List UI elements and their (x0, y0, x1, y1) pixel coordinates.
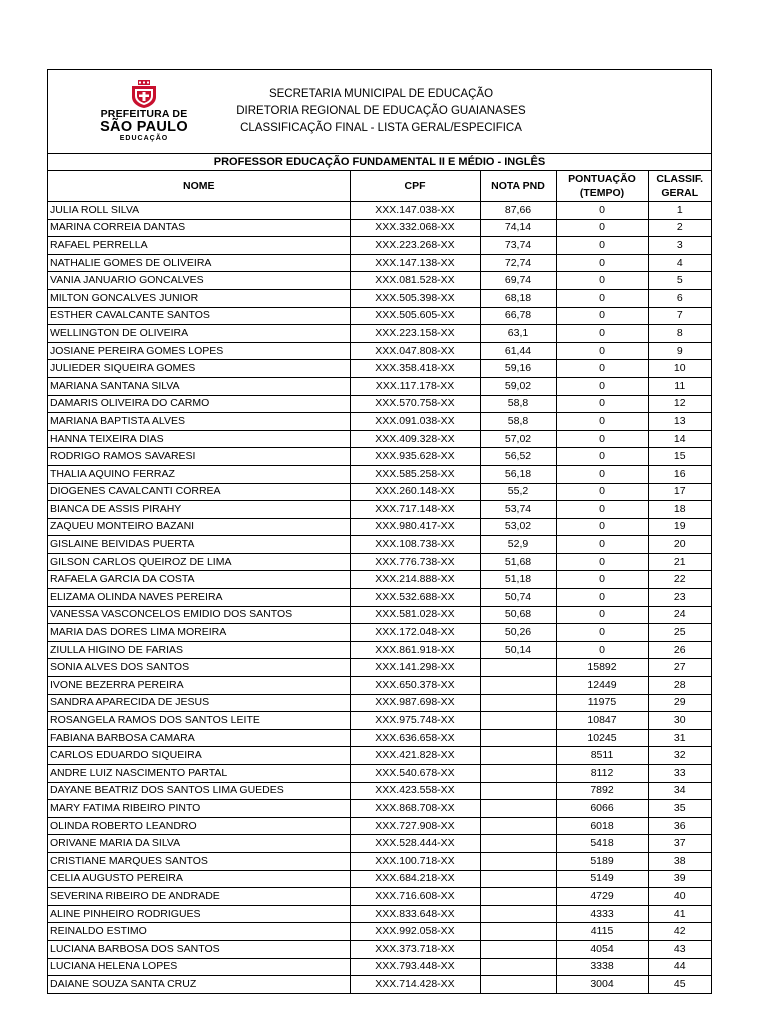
cell-cpf: XXX.100.718-XX (350, 852, 480, 870)
cell-cpf: XXX.532.688-XX (350, 589, 480, 607)
header-diretoria: DIRETORIA REGIONAL DE EDUCAÇÃO GUAIANASES (236, 105, 526, 117)
cell-classif: 40 (648, 888, 711, 906)
header-secretaria: SECRETARIA MUNICIPAL DE EDUCAÇÃO (268, 88, 494, 100)
table-body (48, 202, 711, 993)
cell-classif: 5 (648, 272, 711, 290)
cell-nota: 55,2 (480, 483, 556, 501)
cell-nota (480, 712, 556, 730)
cell-pontuacao: 15892 (556, 659, 648, 677)
cell-nome: DAMARIS OLIVEIRA DO CARMO (48, 395, 350, 413)
table-row (48, 377, 711, 395)
cell-pontuacao: 0 (556, 377, 648, 395)
cell-classif: 23 (648, 589, 711, 607)
cell-cpf: XXX.214.888-XX (350, 571, 480, 589)
cell-nome: IVONE BEZERRA PEREIRA (48, 677, 350, 695)
cell-cpf: XXX.793.448-XX (350, 958, 480, 976)
cell-classif: 15 (648, 448, 711, 466)
logo-line-sao-paulo: SÃO PAULO (100, 119, 188, 135)
cell-nome: VANIA JANUARIO GONCALVES (48, 272, 350, 290)
table-row (48, 518, 711, 536)
cell-nome: LUCIANA BARBOSA DOS SANTOS (48, 940, 350, 958)
column-header-pontuacao-line1: PONTUAÇÃO (568, 173, 636, 185)
cell-pontuacao: 0 (556, 518, 648, 536)
cell-cpf: XXX.260.148-XX (350, 483, 480, 501)
cell-cpf: XXX.833.648-XX (350, 905, 480, 923)
cell-cpf: XXX.650.378-XX (350, 677, 480, 695)
cell-nome: ZAQUEU MONTEIRO BAZANI (48, 518, 350, 536)
cell-pontuacao: 0 (556, 254, 648, 272)
table-row (48, 606, 711, 624)
cell-nota (480, 870, 556, 888)
cell-cpf: XXX.987.698-XX (350, 694, 480, 712)
cell-classif: 31 (648, 729, 711, 747)
cell-classif: 6 (648, 289, 711, 307)
table-row (48, 553, 711, 571)
cell-cpf: XXX.581.028-XX (350, 606, 480, 624)
cell-nota: 59,02 (480, 377, 556, 395)
column-header-classif (648, 171, 711, 202)
cell-nome: ROSANGELA RAMOS DOS SANTOS LEITE (48, 712, 350, 730)
cell-classif: 20 (648, 536, 711, 554)
cell-nome: MARIANA BAPTISTA ALVES (48, 413, 350, 431)
table-row (48, 536, 711, 554)
cell-nome: JULIEDER SIQUEIRA GOMES (48, 360, 350, 378)
cell-classif: 16 (648, 465, 711, 483)
cell-classif: 14 (648, 430, 711, 448)
table-row (48, 342, 711, 360)
cell-nota (480, 694, 556, 712)
table-row (48, 307, 711, 325)
cell-nome: FABIANA BARBOSA CAMARA (48, 729, 350, 747)
table-row (48, 747, 711, 765)
cell-nome: MARINA CORREIA DANTAS (48, 219, 350, 237)
document-header (48, 70, 711, 154)
cell-classif: 36 (648, 817, 711, 835)
table-row (48, 413, 711, 431)
cell-pontuacao: 0 (556, 571, 648, 589)
cell-cpf: XXX.047.808-XX (350, 342, 480, 360)
cell-nota: 50,14 (480, 641, 556, 659)
table-row (48, 254, 711, 272)
table-row (48, 430, 711, 448)
cell-classif: 10 (648, 360, 711, 378)
table-row (48, 765, 711, 783)
cell-nota: 51,18 (480, 571, 556, 589)
cell-nome: MARIA DAS DORES LIMA MOREIRA (48, 624, 350, 642)
column-header-pontuacao-line2: (TEMPO) (579, 187, 625, 199)
cell-nome: GILSON CARLOS QUEIROZ DE LIMA (48, 553, 350, 571)
cell-pontuacao: 0 (556, 553, 648, 571)
cell-classif: 19 (648, 518, 711, 536)
cell-cpf: XXX.505.605-XX (350, 307, 480, 325)
cell-nome: RAFAELA GARCIA DA COSTA (48, 571, 350, 589)
column-header-classif-line1: CLASSIF. (656, 173, 704, 185)
table-row (48, 589, 711, 607)
cell-pontuacao: 6066 (556, 800, 648, 818)
cell-pontuacao: 0 (556, 237, 648, 255)
table-row (48, 870, 711, 888)
cell-nome: GISLAINE BEIVIDAS PUERTA (48, 536, 350, 554)
cell-nome: DIOGENES CAVALCANTI CORREA (48, 483, 350, 501)
cell-cpf: XXX.358.418-XX (350, 360, 480, 378)
cell-cpf: XXX.141.298-XX (350, 659, 480, 677)
cell-nome: SONIA ALVES DOS SANTOS (48, 659, 350, 677)
cell-pontuacao: 5149 (556, 870, 648, 888)
cell-pontuacao: 10245 (556, 729, 648, 747)
cell-classif: 9 (648, 342, 711, 360)
cell-pontuacao: 11975 (556, 694, 648, 712)
cell-pontuacao: 0 (556, 202, 648, 220)
table-row (48, 923, 711, 941)
cell-pontuacao: 0 (556, 641, 648, 659)
cell-nota (480, 677, 556, 695)
cell-classif: 29 (648, 694, 711, 712)
cell-nota: 50,74 (480, 589, 556, 607)
column-header-nome: NOME (48, 171, 350, 202)
cell-nota: 58,8 (480, 395, 556, 413)
cell-nota: 51,68 (480, 553, 556, 571)
cell-pontuacao: 4333 (556, 905, 648, 923)
cell-cpf: XXX.975.748-XX (350, 712, 480, 730)
cell-cpf: XXX.172.048-XX (350, 624, 480, 642)
table-row (48, 782, 711, 800)
cell-cpf: XXX.223.268-XX (350, 237, 480, 255)
cell-nome: MARIANA SANTANA SILVA (48, 377, 350, 395)
cell-nota (480, 940, 556, 958)
cell-cpf: XXX.147.038-XX (350, 202, 480, 220)
table-row (48, 976, 711, 993)
cell-nota: 69,74 (480, 272, 556, 290)
cell-pontuacao: 8511 (556, 747, 648, 765)
cell-classif: 21 (648, 553, 711, 571)
cell-nome: REINALDO ESTIMO (48, 923, 350, 941)
cell-cpf: XXX.570.758-XX (350, 395, 480, 413)
header-classificacao: CLASSIFICAÇÃO FINAL - LISTA GERAL/ESPECIFICA (240, 122, 522, 134)
cell-cpf: XXX.528.444-XX (350, 835, 480, 853)
cell-pontuacao: 0 (556, 360, 648, 378)
cell-classif: 18 (648, 501, 711, 519)
cell-nota: 72,74 (480, 254, 556, 272)
table-row (48, 289, 711, 307)
table-row (48, 940, 711, 958)
cell-nota (480, 835, 556, 853)
cell-nome: DAIANE SOUZA SANTA CRUZ (48, 976, 350, 993)
cell-cpf: XXX.108.738-XX (350, 536, 480, 554)
cell-nome: CRISTIANE MARQUES SANTOS (48, 852, 350, 870)
cell-nota: 68,18 (480, 289, 556, 307)
cell-cpf: XXX.147.138-XX (350, 254, 480, 272)
cell-classif: 11 (648, 377, 711, 395)
cell-nome: ALINE PINHEIRO RODRIGUES (48, 905, 350, 923)
classification-sheet (47, 69, 712, 994)
cell-pontuacao: 0 (556, 342, 648, 360)
cell-nome: NATHALIE GOMES DE OLIVEIRA (48, 254, 350, 272)
cell-nota: 53,02 (480, 518, 556, 536)
table-row (48, 958, 711, 976)
column-header-nota: NOTA PND (480, 171, 556, 202)
cell-classif: 25 (648, 624, 711, 642)
table-row (48, 448, 711, 466)
table-row (48, 817, 711, 835)
column-header-classif-line2: GERAL (661, 187, 699, 199)
cell-cpf: XXX.716.608-XX (350, 888, 480, 906)
cell-classif: 42 (648, 923, 711, 941)
cell-nome: OLINDA ROBERTO LEANDRO (48, 817, 350, 835)
cell-pontuacao: 4054 (556, 940, 648, 958)
cell-pontuacao: 0 (556, 465, 648, 483)
table-row (48, 641, 711, 659)
table-row (48, 395, 711, 413)
cell-pontuacao: 8112 (556, 765, 648, 783)
table-row (48, 712, 711, 730)
cell-classif: 34 (648, 782, 711, 800)
cell-nota: 61,44 (480, 342, 556, 360)
cell-classif: 8 (648, 325, 711, 343)
cell-cpf: XXX.091.038-XX (350, 413, 480, 431)
cell-nome: MARY FATIMA RIBEIRO PINTO (48, 800, 350, 818)
cell-nome: LUCIANA HELENA LOPES (48, 958, 350, 976)
table-row (48, 852, 711, 870)
table-row (48, 905, 711, 923)
cell-nota: 87,66 (480, 202, 556, 220)
cell-nome: JULIA ROLL SILVA (48, 202, 350, 220)
cell-pontuacao: 5189 (556, 852, 648, 870)
cell-nota: 53,74 (480, 501, 556, 519)
cell-nome: ESTHER CAVALCANTE SANTOS (48, 307, 350, 325)
cell-classif: 4 (648, 254, 711, 272)
cell-classif: 26 (648, 641, 711, 659)
cell-nome: SANDRA APARECIDA DE JESUS (48, 694, 350, 712)
cell-classif: 1 (648, 202, 711, 220)
cell-pontuacao: 0 (556, 307, 648, 325)
cell-cpf: XXX.980.417-XX (350, 518, 480, 536)
cell-pontuacao: 0 (556, 272, 648, 290)
cell-cpf: XXX.409.328-XX (350, 430, 480, 448)
cell-pontuacao: 0 (556, 430, 648, 448)
cell-nome: RODRIGO RAMOS SAVARESI (48, 448, 350, 466)
cell-pontuacao: 4115 (556, 923, 648, 941)
cell-nome: ELIZAMA OLINDA NAVES PEREIRA (48, 589, 350, 607)
cell-classif: 28 (648, 677, 711, 695)
cell-pontuacao: 0 (556, 413, 648, 431)
table-row (48, 659, 711, 677)
cell-pontuacao: 3004 (556, 976, 648, 993)
cell-pontuacao: 10847 (556, 712, 648, 730)
table-row (48, 888, 711, 906)
cell-pontuacao: 7892 (556, 782, 648, 800)
cell-nota: 52,9 (480, 536, 556, 554)
cell-nome: ANDRE LUIZ NASCIMENTO PARTAL (48, 765, 350, 783)
cell-classif: 13 (648, 413, 711, 431)
cell-nota: 50,68 (480, 606, 556, 624)
cell-pontuacao: 5418 (556, 835, 648, 853)
cell-cpf: XXX.332.068-XX (350, 219, 480, 237)
cell-cpf: XXX.684.218-XX (350, 870, 480, 888)
cell-nome: SEVERINA RIBEIRO DE ANDRADE (48, 888, 350, 906)
cell-cpf: XXX.868.708-XX (350, 800, 480, 818)
cell-pontuacao: 0 (556, 448, 648, 466)
cell-nota: 56,52 (480, 448, 556, 466)
logo-line-prefeitura: PREFEITURA DE (100, 108, 188, 120)
cell-pontuacao: 0 (556, 395, 648, 413)
table-row (48, 325, 711, 343)
cell-classif: 35 (648, 800, 711, 818)
table-row (48, 202, 711, 220)
table-row (48, 465, 711, 483)
cell-nota (480, 800, 556, 818)
table-row (48, 835, 711, 853)
cell-nota (480, 817, 556, 835)
cell-pontuacao: 0 (556, 325, 648, 343)
table-row (48, 219, 711, 237)
cell-nota: 73,74 (480, 237, 556, 255)
cell-pontuacao: 12449 (556, 677, 648, 695)
header-text (228, 86, 534, 137)
table-row (48, 624, 711, 642)
cell-classif: 17 (648, 483, 711, 501)
cell-nome: MILTON GONCALVES JUNIOR (48, 289, 350, 307)
cell-classif: 24 (648, 606, 711, 624)
cell-cpf: XXX.636.658-XX (350, 729, 480, 747)
table-row (48, 800, 711, 818)
cell-classif: 30 (648, 712, 711, 730)
cell-pontuacao: 0 (556, 536, 648, 554)
cell-nota (480, 905, 556, 923)
table-row (48, 272, 711, 290)
cell-nota: 56,18 (480, 465, 556, 483)
cell-classif: 41 (648, 905, 711, 923)
cell-pontuacao: 0 (556, 219, 648, 237)
cell-classif: 44 (648, 958, 711, 976)
cell-nota: 59,16 (480, 360, 556, 378)
cell-classif: 37 (648, 835, 711, 853)
cell-nome: ORIVANE MARIA DA SILVA (48, 835, 350, 853)
cell-cpf: XXX.081.528-XX (350, 272, 480, 290)
page-title: PROFESSOR EDUCAÇÃO FUNDAMENTAL II E MÉDIO - INGLÊS (48, 154, 711, 171)
cell-nome: WELLINGTON DE OLIVEIRA (48, 325, 350, 343)
cell-nome: ZIULLA HIGINO DE FARIAS (48, 641, 350, 659)
cell-nome: RAFAEL PERRELLA (48, 237, 350, 255)
cell-nota: 66,78 (480, 307, 556, 325)
cell-classif: 22 (648, 571, 711, 589)
cell-nome: JOSIANE PEREIRA GOMES LOPES (48, 342, 350, 360)
cell-cpf: XXX.373.718-XX (350, 940, 480, 958)
cell-pontuacao: 0 (556, 501, 648, 519)
cell-nota (480, 923, 556, 941)
cell-nota (480, 888, 556, 906)
cell-nota (480, 976, 556, 993)
cell-pontuacao: 0 (556, 483, 648, 501)
cell-classif: 2 (648, 219, 711, 237)
cell-pontuacao: 0 (556, 289, 648, 307)
cell-nome: DAYANE BEATRIZ DOS SANTOS LIMA GUEDES (48, 782, 350, 800)
table-row (48, 483, 711, 501)
table-header-row (48, 171, 711, 202)
cell-cpf: XXX.223.158-XX (350, 325, 480, 343)
cell-nota: 50,26 (480, 624, 556, 642)
cell-nome: CELIA AUGUSTO PEREIRA (48, 870, 350, 888)
cell-classif: 3 (648, 237, 711, 255)
cell-nota: 58,8 (480, 413, 556, 431)
cell-nota (480, 852, 556, 870)
cell-nome: BIANCA DE ASSIS PIRAHY (48, 501, 350, 519)
cell-cpf: XXX.117.178-XX (350, 377, 480, 395)
table-row (48, 729, 711, 747)
cell-classif: 7 (648, 307, 711, 325)
cell-cpf: XXX.727.908-XX (350, 817, 480, 835)
cell-cpf: XXX.585.258-XX (350, 465, 480, 483)
table-row (48, 677, 711, 695)
cell-nome: CARLOS EDUARDO SIQUEIRA (48, 747, 350, 765)
logo-line-educacao: EDUCAÇÃO (119, 135, 169, 142)
cell-cpf: XXX.505.398-XX (350, 289, 480, 307)
table-row (48, 237, 711, 255)
cell-nota (480, 765, 556, 783)
cell-nome: VANESSA VASCONCELOS EMIDIO DOS SANTOS (48, 606, 350, 624)
sao-paulo-coat-of-arms-icon (131, 80, 157, 108)
cell-cpf: XXX.717.148-XX (350, 501, 480, 519)
cell-classif: 39 (648, 870, 711, 888)
cell-nota (480, 659, 556, 677)
cell-pontuacao: 0 (556, 606, 648, 624)
table-row (48, 360, 711, 378)
cell-pontuacao: 6018 (556, 817, 648, 835)
cell-cpf: XXX.423.558-XX (350, 782, 480, 800)
cell-classif: 38 (648, 852, 711, 870)
table-row (48, 571, 711, 589)
cell-nota: 74,14 (480, 219, 556, 237)
cell-cpf: XXX.776.738-XX (350, 553, 480, 571)
table-row (48, 694, 711, 712)
prefeitura-logo (84, 80, 204, 150)
cell-classif: 12 (648, 395, 711, 413)
cell-cpf: XXX.861.918-XX (350, 641, 480, 659)
column-header-cpf: CPF (350, 171, 480, 202)
cell-cpf: XXX.540.678-XX (350, 765, 480, 783)
cell-cpf: XXX.421.828-XX (350, 747, 480, 765)
cell-nome: THALIA AQUINO FERRAZ (48, 465, 350, 483)
cell-classif: 43 (648, 940, 711, 958)
cell-cpf: XXX.992.058-XX (350, 923, 480, 941)
cell-cpf: XXX.714.428-XX (350, 976, 480, 993)
cell-nota: 63,1 (480, 325, 556, 343)
cell-classif: 32 (648, 747, 711, 765)
classification-table (48, 171, 711, 993)
cell-nota (480, 729, 556, 747)
cell-nome: HANNA TEIXEIRA DIAS (48, 430, 350, 448)
cell-nota: 57,02 (480, 430, 556, 448)
cell-pontuacao: 0 (556, 589, 648, 607)
cell-pontuacao: 4729 (556, 888, 648, 906)
table-row (48, 501, 711, 519)
cell-pontuacao: 3338 (556, 958, 648, 976)
cell-cpf: XXX.935.628-XX (350, 448, 480, 466)
cell-classif: 45 (648, 976, 711, 993)
column-header-pontuacao (556, 171, 648, 202)
cell-classif: 33 (648, 765, 711, 783)
cell-nota (480, 782, 556, 800)
cell-pontuacao: 0 (556, 624, 648, 642)
cell-classif: 27 (648, 659, 711, 677)
cell-nota (480, 747, 556, 765)
cell-nota (480, 958, 556, 976)
